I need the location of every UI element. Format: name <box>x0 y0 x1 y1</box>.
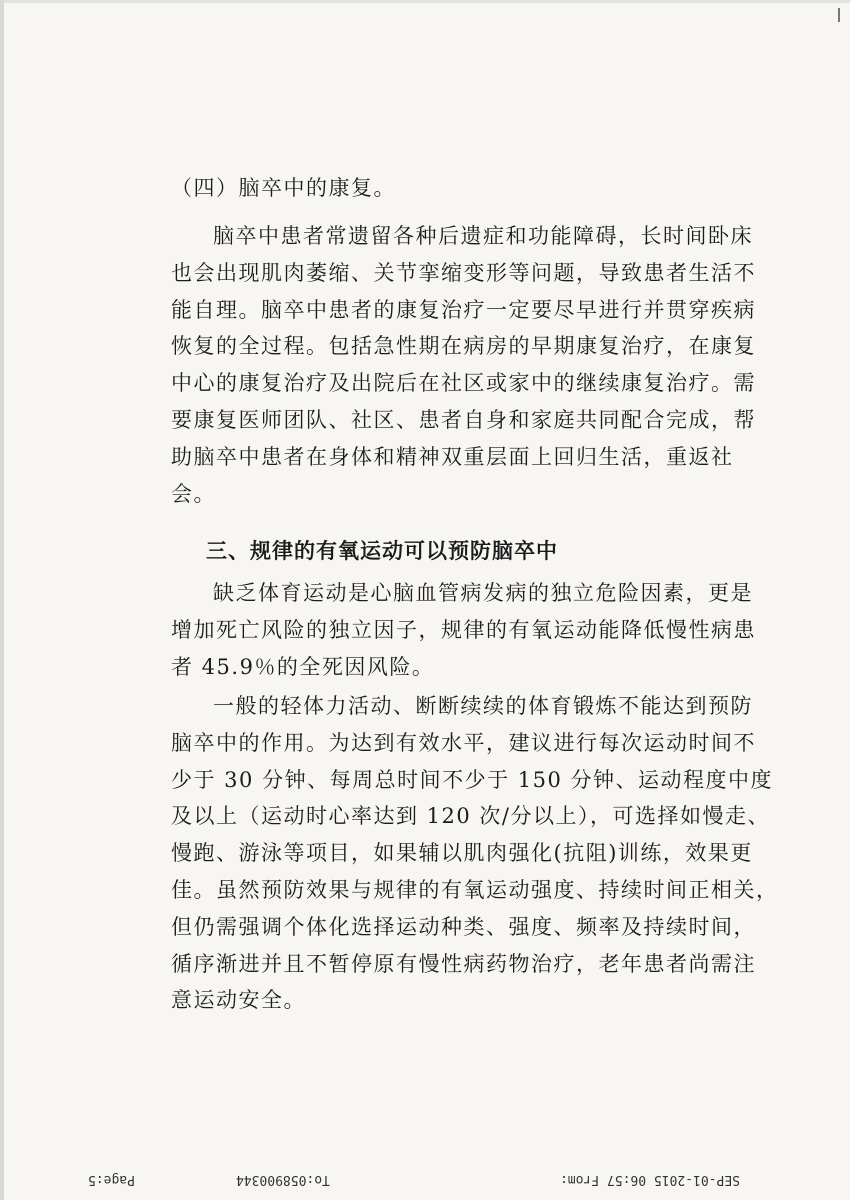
section-heading-rehabilitation: （四）脑卒中的康复。 <box>171 176 396 200</box>
fax-recipient: To:058900344 <box>236 1172 330 1187</box>
scan-edge-left <box>0 0 4 1200</box>
text-line: 佳。虽然预防效果与规律的有氧运动强度、持续时间正相关， <box>171 877 779 902</box>
text-line: 意运动安全。 <box>171 988 306 1013</box>
paragraph-exercise-recommendation <box>171 688 779 1019</box>
text-line: 也会出现肌肉萎缩、关节挛缩变形等问题，导致患者生活不 <box>171 260 756 285</box>
text-line: 要康复医师团队、社区、患者自身和家庭共同配合完成，帮 <box>171 407 756 432</box>
text-line: 脑卒中的作用。为达到有效水平，建议进行每次运动时间不 <box>171 730 756 755</box>
text-line: 能自理。脑卒中患者的康复治疗一定要尽早进行并贯穿疾病 <box>171 297 756 322</box>
text-line: 中心的康复治疗及出院后在社区或家中的继续康复治疗。需 <box>171 371 756 396</box>
text-line: 脑卒中患者常遗留各种后遗症和功能障碍，长时间卧床 <box>213 224 753 248</box>
fax-page-number: Page:5 <box>88 1172 135 1187</box>
text-line: 一般的轻体力活动、断断续续的体育锻炼不能达到预防 <box>213 694 753 718</box>
text-line: 缺乏体育运动是心脑血管病发病的独立危险因素，更是 <box>213 581 753 605</box>
section-heading-aerobic-exercise: 三、规律的有氧运动可以预防脑卒中 <box>206 539 558 563</box>
text-line: 慢跑、游泳等项目，如果辅以肌肉强化(抗阻)训练，效果更 <box>171 841 753 866</box>
text-line: 循序渐进并且不暂停原有慢性病药物治疗，老年患者尚需注 <box>171 951 756 976</box>
text-line: 者 45.9％的全死因风险。 <box>171 654 435 679</box>
scan-edge-top <box>0 0 850 3</box>
text-line: 助脑卒中患者在身体和精神双重层面上回归生活，重返社 <box>171 444 734 469</box>
text-line: 但仍需强调个体化选择运动种类、强度、频率及持续时间， <box>171 914 756 939</box>
paragraph-risk-factors <box>171 575 756 685</box>
paragraph-rehabilitation <box>171 218 756 512</box>
text-line: 及以上（运动时心率达到 120 次/分以上），可选择如慢走、 <box>171 804 771 829</box>
scan-corner-mark <box>838 8 840 22</box>
text-line: 会。 <box>171 481 216 506</box>
fax-sender-timestamp: SEP-01-2015 06:57 From: <box>560 1172 741 1187</box>
text-line: 恢复的全过程。包括急性期在病房的早期康复治疗，在康复 <box>171 334 756 359</box>
text-line: 少于 30 分钟、每周总时间不少于 150 分钟、运动程度中度 <box>171 767 774 792</box>
text-line: 增加死亡风险的独立因子，规律的有氧运动能降低慢性病患 <box>171 617 756 642</box>
